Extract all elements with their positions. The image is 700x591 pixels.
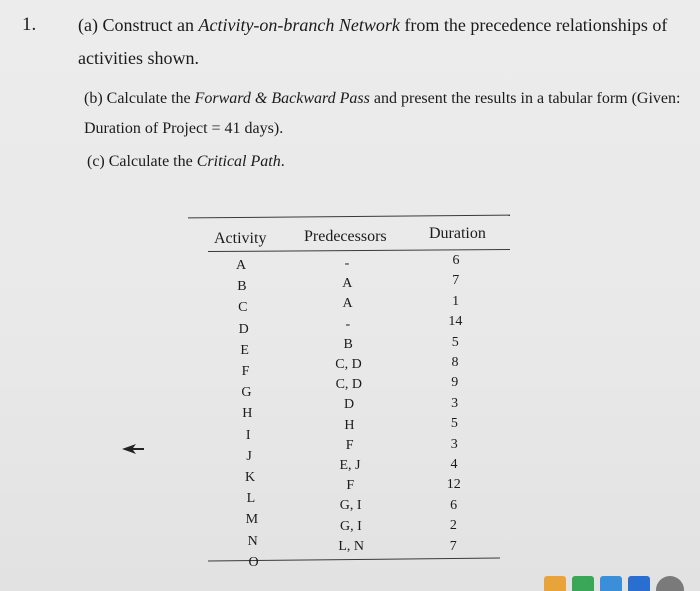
activity-cell: D [238,321,249,337]
predecessor-cell: G, I [340,518,362,534]
predecessor-cell: L, N [338,538,365,554]
activity-cell: H [242,406,253,422]
taskbar-app-icon[interactable] [628,576,650,591]
duration-cell: 14 [448,314,463,330]
predecessor-cell: H [344,417,355,433]
part-b-text: (b) Calculate the [84,90,195,107]
activity-cell: K [244,470,256,485]
part-c-text-end: . [280,153,285,170]
predecessor-cell: F [345,437,354,453]
activity-cell: G [241,385,252,401]
part-b-emphasis: Forward & Backward Pass [194,90,370,107]
taskbar-strip [540,572,700,591]
duration-cell: 9 [451,375,459,391]
duration-cell: 3 [451,395,459,411]
part-a-line-1 [78,15,667,36]
taskbar-app-icon[interactable] [600,576,622,591]
part-c-line [87,153,285,171]
predecessor-cell: A [342,296,353,312]
predecessor-cell: - [344,256,350,271]
predecessor-cell: B [343,336,353,352]
table-top-rule [188,215,510,219]
part-c-emphasis: Critical Path [196,153,281,170]
activity-cell: A [235,258,247,273]
predecessor-cell: C, D [335,357,362,372]
duration-cell: 5 [451,334,459,350]
predecessor-cell: F [346,478,355,494]
duration-cell: 8 [451,355,459,370]
taskbar-app-icon[interactable] [544,576,566,591]
duration-cell: 12 [446,477,461,493]
duration-cell: 2 [449,518,457,534]
predecessor-cell: - [345,316,351,332]
mouse-cursor-icon [120,442,146,456]
activity-cell: N [247,533,258,549]
activity-cell: B [237,279,247,295]
predecessor-cell: E, J [339,458,361,473]
predecessor-cell: D [344,397,355,413]
part-a-line-2: activities shown. [78,48,199,68]
activity-cell: L [246,491,256,507]
duration-cell: 5 [450,416,458,432]
table-header-rule [208,249,510,252]
duration-cell: 6 [450,497,458,513]
activity-cell: I [245,427,251,443]
duration-cell: 3 [450,436,458,452]
part-c-text: (c) Calculate the [87,153,197,170]
question-number: 1. [22,14,37,35]
duration-cell: 7 [449,538,457,554]
activity-cell: C [238,300,248,316]
header-duration: Duration [429,225,486,242]
activity-cell: O [248,554,259,570]
activity-cell: J [246,448,252,464]
duration-cell: 4 [450,457,458,472]
part-b-line-1 [84,90,680,108]
taskbar-app-icon[interactable] [572,576,594,591]
part-b-line-2: Duration of Project = 41 days). [84,120,284,137]
duration-cell: 1 [452,293,460,309]
predecessor-cell: C, D [335,377,363,393]
activity-cell: E [240,342,249,358]
duration-cell: 7 [452,273,460,289]
header-activity: Activity [214,230,267,247]
activity-cell: M [245,512,259,528]
predecessor-cell: G, I [339,498,362,514]
taskbar-app-icon[interactable] [656,576,684,591]
part-a-emphasis: Activity-on-branch Network [198,15,400,35]
part-b-text-end: and present the results in a tabular form (Given: [369,90,681,107]
activity-cell: F [241,364,250,379]
duration-cell: 6 [452,253,460,268]
header-predecessors: Predecessors [304,228,387,245]
part-a-text-end: from the precedence relationships of [399,15,668,35]
predecessor-cell: A [342,276,353,292]
part-a-text: (a) Construct an [78,15,199,35]
